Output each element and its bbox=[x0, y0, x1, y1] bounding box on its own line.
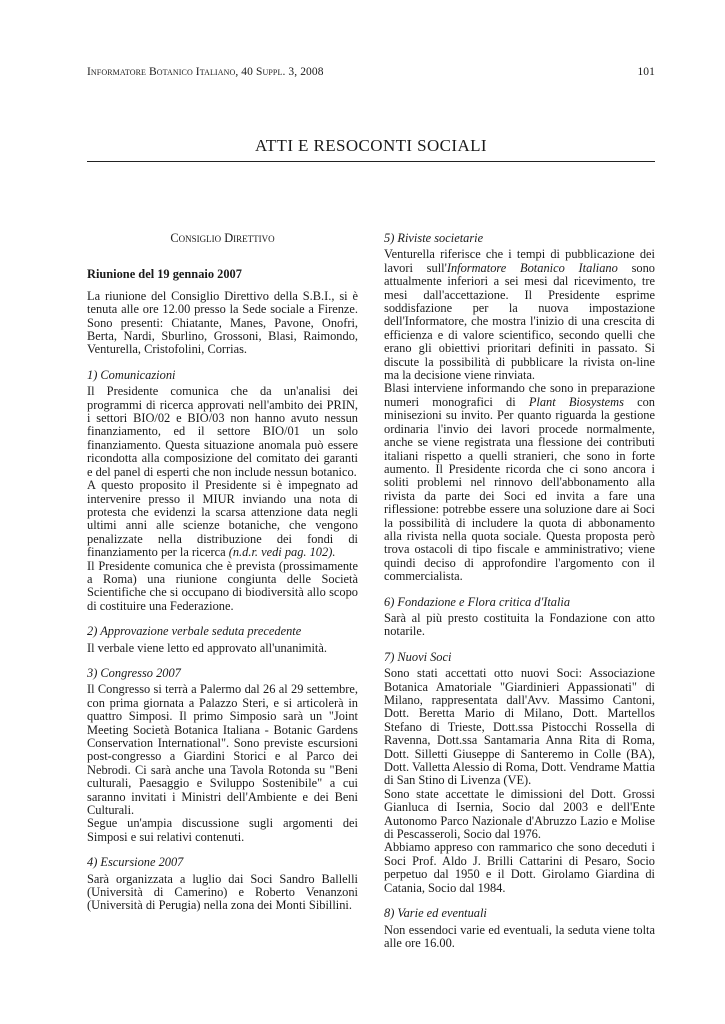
section-5-heading: 5) Riviste societarie bbox=[384, 231, 484, 245]
section-8-paragraph: Non essendoci varie ed eventuali, la seduta viene tolta alle ore 16.00. bbox=[384, 922, 655, 950]
council-heading: Consiglio Direttivo bbox=[170, 231, 275, 245]
section-5-paragraph-1-end: sono attualmente inferiori a sei mesi dal ricevimento, tre mesi dall'accettazione. Il Presidente esprime soddisfazione per la nuova impostazione dell'Informatore, che mostra l'inizio di una crescita di efficienza e di valore scientifico, secondo quelli che erano gli obiettivi prioritari definiti in passato. Si discute la possibilità di pubblicare la rivista on-line ma la decisione viene rinviata. bbox=[384, 260, 655, 383]
section-5-paragraph-2-start: Blasi interviene informando che sono in preparazione numeri monografici di bbox=[384, 381, 655, 409]
section-title: ATTI E RESOCONTI SOCIALI bbox=[254, 136, 487, 155]
section-3-paragraph-2: Segue un'ampia discussione sugli argomenti dei Simposi e sui relativi contenuti. bbox=[87, 816, 358, 844]
journal-title-plant-biosystems: Plant Biosystems bbox=[528, 394, 624, 409]
journal-title-informatore: Informatore Botanico Italiano bbox=[446, 260, 618, 275]
meeting-heading: Riunione del 19 gennaio 2007 bbox=[87, 267, 242, 282]
section-5-paragraph-1 bbox=[384, 248, 655, 382]
section-1-paragraph-2-text: A questo proposito il Presidente si è impegnato ad intervenire presso il MIUR inviando una nota di protesta che evidenzi la scarsa attenzione data negli ultimi anni alle scienze botaniche, che vengono penalizzate nella distribuzione dei fondi di finanziamento per la ricerca bbox=[87, 478, 358, 560]
page-number: 101 bbox=[637, 66, 655, 78]
section-4-paragraph: Sarà organizzata a luglio dai Soci Sandro Ballelli (Università di Camerino) e Roberto Venanzoni (Università di Perugia) nella zona dei Monti Sibillini. bbox=[87, 871, 358, 913]
section-1-heading: 1) Comunicazioni bbox=[87, 367, 176, 382]
section-6-paragraph: Sarà al più presto costituita la Fondazione con atto notarile. bbox=[384, 610, 655, 639]
section-8-heading: 8) Varie ed eventuali bbox=[384, 906, 487, 921]
section-5-paragraph-2 bbox=[384, 382, 655, 583]
section-2-paragraph: Il verbale viene letto ed approvato all'unanimità. bbox=[87, 640, 327, 655]
journal-supplement: Suppl. 3, 2008 bbox=[255, 66, 324, 78]
journal-citation bbox=[87, 66, 324, 78]
section-1-paragraph-2 bbox=[87, 479, 358, 559]
section-7-heading: 7) Nuovi Soci bbox=[384, 649, 452, 664]
journal-volume: 40 bbox=[241, 66, 253, 78]
section-7-paragraph-3: Abbiamo appreso con rammarico che sono deceduti i Soci Prof. Aldo J. Brilli Cattarini di Pesaro, Socio perpetuo dal 1950 e il Dott. Girolamo Giardina di Catania, Socio dal 1984. bbox=[384, 840, 655, 895]
journal-name: Informatore Botanico Italiano, bbox=[87, 66, 239, 78]
section-3-heading: 3) Congresso 2007 bbox=[87, 665, 181, 680]
section-4-heading: 4) Escursione 2007 bbox=[87, 855, 184, 870]
section-1-paragraph-1: Il Presidente comunica che da un'analisi dei programmi di ricerca approvati nell'ambito dei PRIN, i settori BIO/02 e BIO/03 non hanno avuto nessun finanziamento, ed il settore BIO/01 un solo finanziamento. Questa situazione anomala può essere ricondotta alla composizione del comitato dei garanti e del panel di esperti che non include nessun botanico. bbox=[87, 384, 358, 479]
section-3-paragraph-1: Il Congresso si terrà a Palermo dal 26 al 29 settembre, con prima giornata a Palazzo Steri, e si articolerà in quattro Simposi. Il primo Simposio sarà un "Joint Meeting Società Botanica Italiana - Botanic Gardens Conservation International". Sono previste escursioni post-congresso a Giardini Storici e al Parco dei Nebrodi. Ci sarà anche una Tavola Rotonda su "Beni culturali, Paesaggio e Sviluppo Sostenibile" a cui saranno invitati i Ministri dell'Ambiente e dei Beni Culturali. bbox=[87, 682, 358, 818]
section-5-paragraph-1-start: Venturella riferisce che i tempi di pubblicazione dei lavori sull' bbox=[384, 247, 655, 275]
intro-paragraph: La riunione del Consiglio Direttivo della S.B.I., si è tenuta alle ore 12.00 presso la Sede sociale a Firenze. Sono presenti: Chiatante, Manes, Pavone, Onofri, Berta, Nardi, Sburlino, Grossoni, Blasi, Raimondo, Venturella, Cristofolini, Corrias. bbox=[87, 288, 358, 357]
section-1-paragraph-3: Il Presidente comunica che è prevista (prossimamente a Roma) una riunione congiunta delle Società Scientifiche che si occupano di biodiversità allo scopo di costituire una Federazione. bbox=[87, 558, 358, 613]
section-7-paragraph-1: Sono stati accettati otto nuovi Soci: Associazione Botanica Amatoriale "Giardinieri Appassionati" di Milano, rappresentata dall'Avv. Massimo Cantoni, Dott. Beretta Mario di Milano, Dott. Martellos Stefano di Trieste, Dott.ssa Pistocchi Rossella di Ravenna, Dott.ssa Santamaria Anna Rita di Roma, Dott. Silletti Giuseppe di Santeremo in Colle (BA), Dott. Valletta Alessio di Roma, Dott. Vendrame Mattia di San Stino di Livenza (VE). bbox=[384, 666, 655, 788]
section-5-paragraph-2-end: con minisezioni su invito. Per quanto riguarda la gestione ordinaria l'invio dei lavori procede normalmente, anche se viene registrata una flessione dei contributi italiani rispetto a quelli stranieri, che sono in forte aumento. Il Presidente ricorda che ci sono ancora i soliti problemi nel rinnovo dell'abbonamento alla rivista da parte dei Soci ed invita a fare una riflessione: potrebbe essere una soluzione dare ai Soci la possibilità di includere la quota di abbonamento alla rivista nella quota sociale. Questa proposta però trova ostacoli di tipo fiscale e amministrativo; viene quindi deciso di approfondire l'argomento con il commercialista. bbox=[384, 394, 655, 584]
running-head bbox=[87, 66, 655, 82]
left-column bbox=[87, 232, 358, 913]
right-column bbox=[384, 232, 655, 950]
title-rule bbox=[87, 161, 655, 162]
section-6-heading: 6) Fondazione e Flora critica d'Italia bbox=[384, 594, 571, 609]
section-2-heading: 2) Approvazione verbale seduta precedente bbox=[87, 624, 302, 639]
editor-note: (n.d.r. vedi pag. 102). bbox=[228, 545, 336, 560]
section-7-paragraph-2: Sono state accettate le dimissioni del Dott. Grossi Gianluca di Isernia, Socio dal 2003 e dell'Ente Autonomo Parco Nazionale d'Abruzzo Lazio e Molise di Pescasseroli, Socio dal 1976. bbox=[384, 786, 655, 842]
